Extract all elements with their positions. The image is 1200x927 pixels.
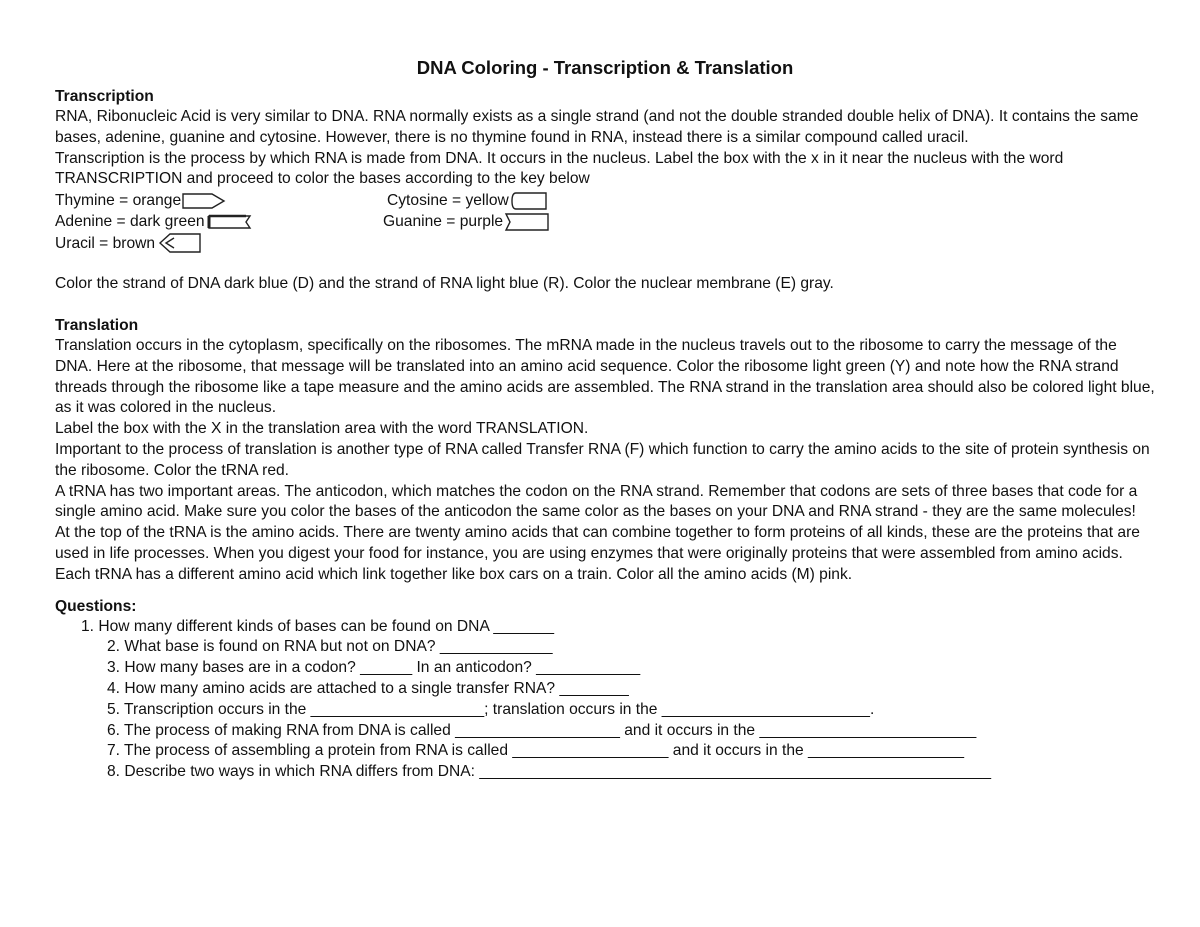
- key-adenine-label: Adenine = dark green: [55, 213, 205, 231]
- uracil-shape-icon: [156, 232, 204, 254]
- page-title: DNA Coloring - Transcription & Translation: [416, 57, 794, 78]
- key-adenine: [55, 211, 256, 232]
- translation-paragraph-2: Label the box with the X in the translation area with the word TRANSLATION.: [55, 420, 589, 438]
- key-cytosine-label: Cytosine = yellow: [387, 192, 509, 210]
- key-uracil-label: Uracil = brown: [55, 234, 156, 252]
- adenine-shape-icon: [206, 213, 256, 231]
- question-5: 5. Transcription occurs in the ____________________; translation occurs in the ________________________.: [107, 700, 875, 718]
- question-6: 6. The process of making RNA from DNA is called ___________________ and it occurs in the _________________________: [107, 721, 977, 739]
- transcription-heading: Transcription: [55, 88, 154, 105]
- thymine-shape-icon: [182, 192, 226, 210]
- question-8: 8. Describe two ways in which RNA differs from DNA: ___________________________________________________________: [107, 763, 992, 781]
- base-color-key: [55, 190, 1155, 274]
- transcription-paragraph-3: Color the strand of DNA dark blue (D) and the strand of RNA light blue (R). Color the nuclear membrane (E) gray.: [55, 275, 834, 293]
- key-thymine: [55, 190, 226, 211]
- questions-list: [55, 617, 1155, 783]
- translation-paragraph-1: Translation occurs in the cytoplasm, specifically on the ribosomes. The mRNA made in the nucleus travels out to the ribosome to carry the message of the DNA. Here at the ribosome, that message will be translated into an amino acid sequence. Color the ribosome light green (Y) and note how the RNA strand threads through the ribosome like a tape measure and the amino acids are assembled. The RNA strand in the translation area should also be colored light blue, as it was colored in the nucleus.: [55, 336, 1155, 417]
- guanine-shape-icon: [504, 212, 552, 232]
- cytosine-shape-icon: [510, 191, 550, 211]
- question-2: 2. What base is found on RNA but not on DNA? _____________: [107, 638, 553, 656]
- questions-heading: Questions:: [55, 597, 137, 615]
- question-4: 4. How many amino acids are attached to a single transfer RNA? ________: [107, 679, 629, 697]
- question-7: 7. The process of assembling a protein from RNA is called __________________ and it occurs in the __________________: [107, 742, 965, 760]
- translation-paragraph-3: Important to the process of translation is another type of RNA called Transfer RNA (F) which function to carry the amino acids to the site of protein synthesis on the ribosome. Color the tRNA red.: [55, 440, 1150, 479]
- key-thymine-label: Thymine = orange: [55, 192, 182, 210]
- key-guanine: [383, 211, 552, 232]
- worksheet-page: [55, 56, 1155, 783]
- transcription-paragraph-1: RNA, Ribonucleic Acid is very similar to DNA. RNA normally exists as a single strand (and not the double stranded double helix of DNA). It contains the same bases, adenine, guanine and cytosine. However, there is no thymine found in RNA, instead there is a similar compound called uracil.: [55, 108, 1139, 146]
- question-1: 1. How many different kinds of bases can be found on DNA _______: [81, 617, 555, 635]
- transcription-paragraph-2: Transcription is the process by which RNA is made from DNA. It occurs in the nucleus. Label the box with the x in it near the nucleus with the word TRANSCRIPTION and proceed to color the bases according to the key below: [55, 149, 1064, 188]
- key-guanine-label: Guanine = purple: [383, 213, 504, 231]
- translation-heading: Translation: [55, 316, 139, 334]
- key-cytosine: [387, 190, 550, 211]
- translation-paragraph-5: At the top of the tRNA is the amino acids. There are twenty amino acids that can combine together to form proteins of all kinds, these are the proteins that are used in life processes. When you digest your food for instance, you are using enzymes that were originally proteins that were assembled from amino acids. Each tRNA has a different amino acid which link together like box cars on a train. Color all the amino acids (M) pink.: [55, 524, 1140, 583]
- key-uracil: [55, 232, 204, 254]
- question-3: 3. How many bases are in a codon? ______ In an anticodon? ____________: [107, 659, 641, 677]
- translation-paragraph-4: A tRNA has two important areas. The anticodon, which matches the codon on the RNA strand. Remember that codons are sets of three bases that code for a single amino acid. Make sure you color the bases of the anticodon the same color as the bases on your DNA and RNA strand - they are the same molecules!: [55, 482, 1138, 521]
